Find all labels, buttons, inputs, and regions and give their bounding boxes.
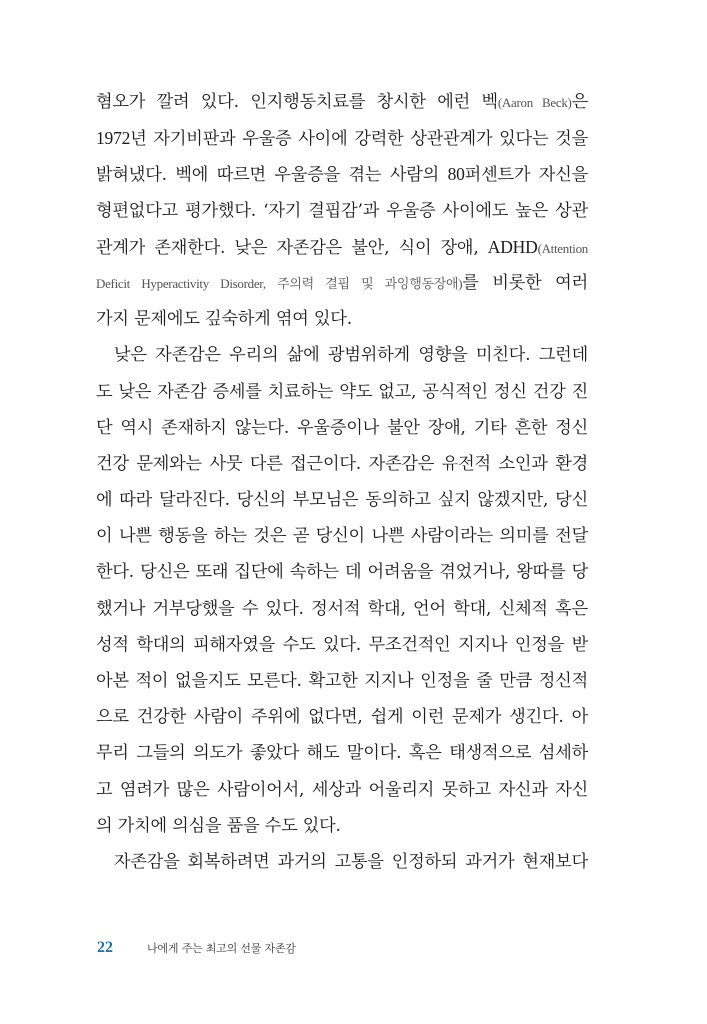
text-segment: 의 가치에 의심을 품을 수도 있다.	[96, 815, 341, 836]
text-segment: 를 비롯한 여러	[462, 272, 588, 293]
text-segment: 무리 그들의 의도가 좋았다 해도 말이다. 혹은 태생적으로 섬세하	[96, 743, 588, 764]
text-segment: 으로 건강한 사람이 주위에 없다면, 쉽게 이런 문제가 생긴다. 아	[96, 707, 588, 728]
text-line	[96, 410, 588, 446]
text-line	[96, 374, 588, 410]
text-segment: 한다. 당신은 또래 집단에 속하는 데 어려움을 겪었거나, 왕따를 당	[96, 562, 588, 583]
text-line	[96, 120, 588, 156]
text-line	[96, 772, 588, 808]
text-segment: 1972	[96, 128, 131, 149]
text-line	[96, 518, 588, 554]
running-title: 나에게 주는 최고의 선물 자존감	[147, 942, 296, 955]
text-segment: 은	[571, 92, 588, 112]
text-line	[96, 446, 588, 482]
text-line	[96, 301, 588, 337]
text-line	[96, 337, 588, 373]
text-line	[96, 627, 588, 663]
text-line	[96, 84, 588, 120]
paragraph	[96, 844, 588, 880]
paragraph	[96, 84, 588, 337]
body-text	[96, 84, 588, 880]
text-segment: ADHD	[487, 236, 538, 257]
text-segment: 낮은 자존감은 우리의 삶에 광범위하게 영향을 미친다. 그런데	[114, 345, 588, 366]
page-number: 22	[97, 939, 113, 956]
text-segment: 혐오가 깔려 있다. 인지행동치료를 창시한 에런 벡	[96, 92, 498, 112]
text-line	[96, 735, 588, 771]
text-line	[96, 193, 588, 229]
parenthetical-text: (Aaron Beck)	[497, 95, 572, 110]
text-segment: 단 역시 존재하지 않는다. 우울증이나 불안 장애, 기타 흔한 정신	[96, 417, 588, 438]
text-segment: 아본 적이 없을지도 모른다. 확고한 지지나 인정을 줄 만큼 정신적	[96, 671, 588, 691]
text-segment: 건강 문제와는 사뭇 다른 접근이다. 자존감은 유전적 소인과 환경	[96, 453, 588, 474]
text-line	[96, 591, 588, 627]
text-segment: 년 자기비판과 우울증 사이에 강력한 상관관계가 있다는 것을	[130, 129, 588, 150]
text-segment: 성적 학대의 피해자였을 수도 있다. 무조건적인 지지나 인정을 받	[96, 634, 588, 655]
text-segment: 밝혀냈다. 벡에 따르면 우울증을 겪는 사람의	[96, 165, 448, 186]
text-segment: 관계가 존재한다. 낮은 자존감은 불안, 식이 장애,	[96, 237, 488, 258]
text-line	[96, 554, 588, 590]
text-segment: 고 염려가 많은 사람이어서, 세상과 어울리지 못하고 자신과 자신	[96, 779, 588, 800]
parenthetical-text: Deficit Hyperactivity Disorder, 주의력 결핍 및 과잉행동장애)	[96, 275, 463, 291]
paragraph	[96, 337, 588, 844]
text-line	[96, 844, 588, 880]
text-segment: 했거나 거부당했을 수 있다. 정서적 학대, 언어 학대, 신체적 혹은	[96, 598, 588, 619]
text-line	[96, 265, 588, 301]
text-segment: 자존감을 회복하려면 과거의 고통을 인정하되 과거가 현재보다	[114, 851, 588, 872]
text-line	[96, 229, 588, 265]
text-segment: 80	[447, 164, 465, 185]
page-footer	[97, 938, 296, 958]
text-segment: 가지 문제에도 깊숙하게 엮여 있다.	[96, 309, 352, 330]
text-segment: 이 나쁜 행동을 하는 것은 곧 당신이 나쁜 사람이라는 의미를 전달	[96, 526, 588, 547]
text-segment: 도 낮은 자존감 증세를 치료하는 약도 없고, 공식적인 정신 건강 진	[96, 381, 588, 402]
text-segment: 퍼센트가 자신을	[464, 165, 588, 186]
text-segment: 에 따라 달라진다. 당신의 부모님은 동의하고 싶지 않겠지만, 당신	[96, 490, 588, 511]
text-line	[96, 808, 588, 844]
parenthetical-text: (Attention	[537, 240, 588, 256]
text-line	[96, 156, 588, 192]
text-line	[96, 663, 588, 699]
text-line	[96, 699, 588, 735]
text-segment: 형편없다고 평가했다. ‘자기 결핍감’과 우울증 사이에도 높은 상관	[96, 200, 588, 221]
text-line	[96, 482, 588, 518]
